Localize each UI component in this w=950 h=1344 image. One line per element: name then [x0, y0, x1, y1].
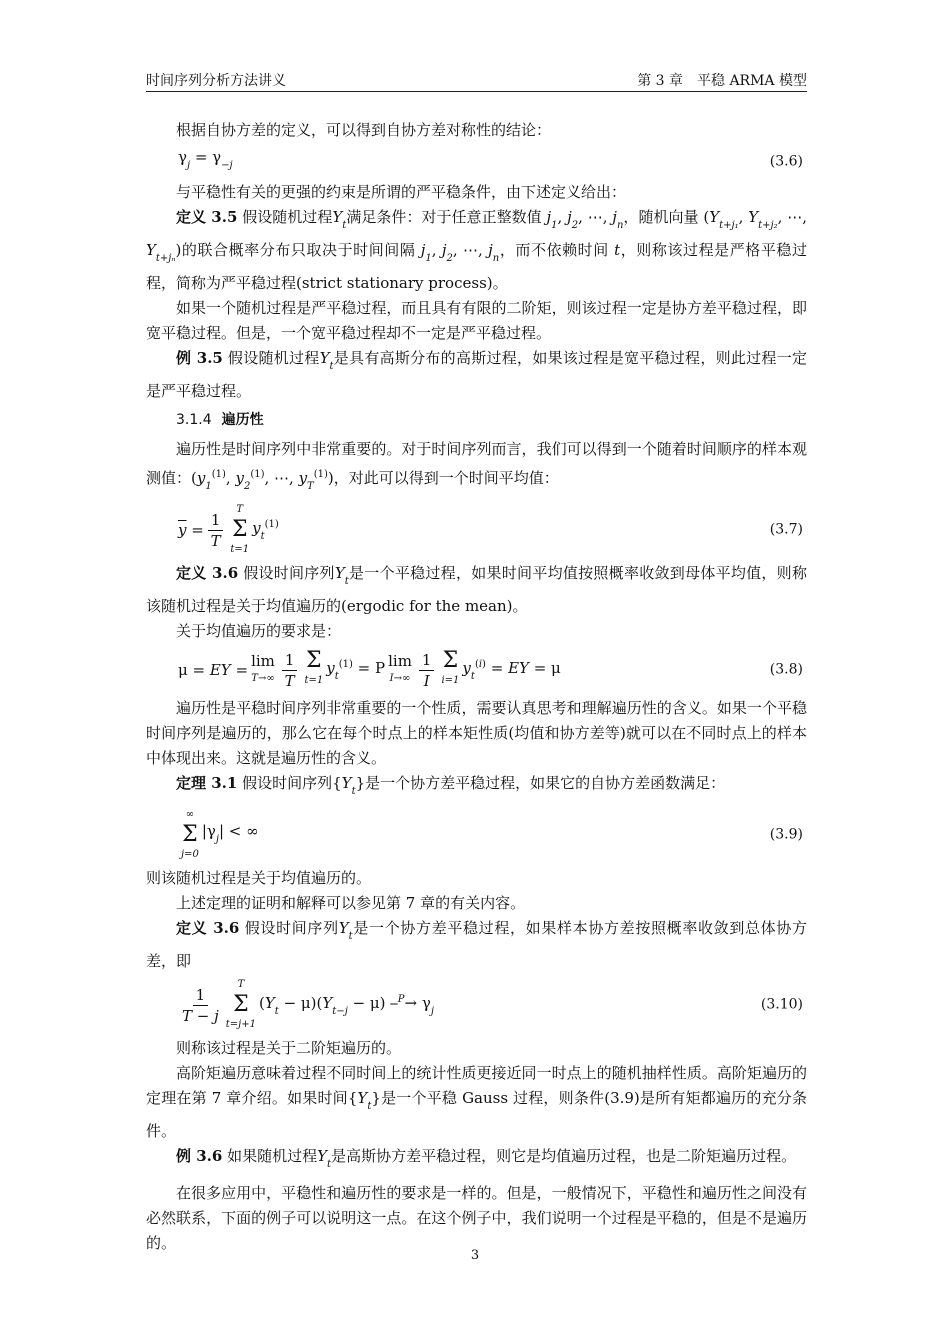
equation-number: (3.6): [769, 153, 803, 169]
equation-3-9: ∞ Σ j=0 $|\gamma_j|$ < ∞ (3.9): [181, 809, 803, 860]
example-3-5: 例 3.5 假设随机过程$Y_t$是具有高斯分布的高斯过程，如果该过程是宽平稳过程，则此过程一定是严平稳过程。: [146, 349, 807, 400]
definition-label: 定义 3.6: [176, 919, 240, 937]
equation-number: (3.9): [769, 826, 803, 843]
section-heading: [146, 408, 807, 433]
paragraph: 根据自协方差的定义，可以得到自协方差对称性的结论：: [176, 121, 552, 139]
paragraph: 与平稳性有关的更强的约束是所谓的严平稳条件，由下述定义给出：: [176, 183, 627, 201]
definition-3-5: 定义 3.5 假设随机过程$Y_t$满足条件：对于任意正整数值 $j_1$, $j_2$, ⋯, $j_n$，随机向量 ($Y_{t+j_1}$, $Y_{t+j_2}$, ⋯, $Y_{t+j_n}$)的联合概率分布只取决于时间间隔 $j_1$, $j_2$, ⋯, $j_n$，而不依赖时间 t，则称该过程是严格平稳过程，简称为严平稳过程(strict stationary process)。: [146, 208, 807, 292]
equation-number: (3.8): [769, 661, 803, 678]
definition-label: 定义 3.5: [176, 208, 238, 226]
paragraph: 遍历性是时间序列中非常重要的。对于时间序列而言，我们可以得到一个随着时间顺序的样本观测值：($y_1^{(1)}$, $y_2^{(1)}$, ⋯, $y_T^{(1)}$)，对此可以得到一个时间平均值：: [146, 440, 807, 492]
page-header: [146, 71, 807, 92]
equation-number: (3.10): [760, 996, 803, 1013]
paragraph: 遍历性是平稳时间序列非常重要的一个性质，需要认真思考和理解遍历性的含义。如果一个平稳时间序列是遍历的，那么它在每个时点上的样本矩性质(均值和协方差等)就可以在不同时点上的样本中体现出来。这就是遍历性的含义。: [146, 699, 807, 767]
theorem-label: 定理 3.1: [176, 774, 238, 792]
page-content: [146, 118, 807, 1256]
paragraph: 关于均值遍历的要求是：: [176, 622, 342, 640]
paragraph: 上述定理的证明和解释可以参见第 7 章的有关内容。: [176, 894, 526, 912]
paragraph: 如果一个随机过程是严平稳过程，而且具有有限的二阶矩，则该过程一定是协方差平稳过程，即宽平稳过程。但是，一个宽平稳过程却不一定是严平稳过程。: [146, 299, 807, 342]
equation-number: (3.7): [769, 521, 803, 538]
page-number: 3: [470, 1248, 480, 1263]
header-title: 时间序列分析方法讲义: [146, 73, 286, 89]
header-chapter: 第 3 章 平稳 ARMA 模型: [637, 73, 807, 89]
equation-3-6: $\gamma_j = \gamma_{-j}$ (3.6): [146, 145, 807, 178]
equation-3-8: μ = EY = lim T→∞ $\frac{1}{T}$ Σ t=1 $y_t^{(1)} = P$ lim I→∞ $\frac{1}{I}$ Σ i=1 $y_t^{(i)}$ = EY = μ (3.8): [178, 648, 803, 690]
paragraph: 在很多应用中，平稳性和遍历性的要求是一样的。但是，一般情况下，平稳性和遍历性之间没有必然联系，下面的例子可以说明这一点。在这个例子中，我们说明一个过程是平稳的，但是不是遍历的。: [146, 1184, 807, 1252]
example-3-6: 例 3.6 如果随机过程$Y_t$是高斯协方差平稳过程，则它是均值遍历过程，也是二阶矩遍历过程。: [176, 1147, 797, 1170]
section-number: 3.1.4: [176, 412, 212, 428]
paragraph: 则称该过程是关于二阶矩遍历的。: [176, 1039, 402, 1057]
equation-3-7: $\overline{y}$ = $\frac{1}{T}$ T Σ t=1 $y_t^{(1)}$ (3.7): [178, 504, 803, 555]
definition-3-6-second: 定义 3.6 假设时间序列$Y_t$是一个协方差平稳过程，如果样本协方差按照概率收敛到总体协方差，即: [146, 919, 807, 970]
equation-3-10: $\frac{1}{T - j}$ T Σ t=j+1 $(Y_t - \mu)(Y_{t-j} - \mu)$ ⎯$^P$→ $\gamma_j$ (3.10): [182, 979, 803, 1030]
section-title: 遍历性: [221, 412, 264, 428]
definition-label: 定义 3.6: [176, 564, 239, 582]
paragraph: 高阶矩遍历意味着过程不同时间上的统计性质更接近同一时点上的随机抽样性质。高阶矩遍历的定理在第 7 章介绍。如果时间$\{Y_t\}$是一个平稳 Gauss 过程，则条件(3.9)是所有矩都遍历的充分条件。: [146, 1064, 807, 1140]
example-label: 例 3.5: [176, 349, 223, 367]
example-label: 例 3.6: [176, 1147, 223, 1165]
paragraph: 则该随机过程是关于均值遍历的。: [146, 869, 372, 887]
definition-3-6: 定义 3.6 假设时间序列$Y_t$是一个平稳过程，如果时间平均值按照概率收敛到母体平均值，则称该随机过程是关于均值遍历的(ergodic for the mean)。: [146, 564, 807, 615]
theorem-3-1: 定理 3.1 假设时间序列$\{Y_t\}$是一个协方差平稳过程，如果它的自协方差函数满足：: [176, 774, 726, 797]
